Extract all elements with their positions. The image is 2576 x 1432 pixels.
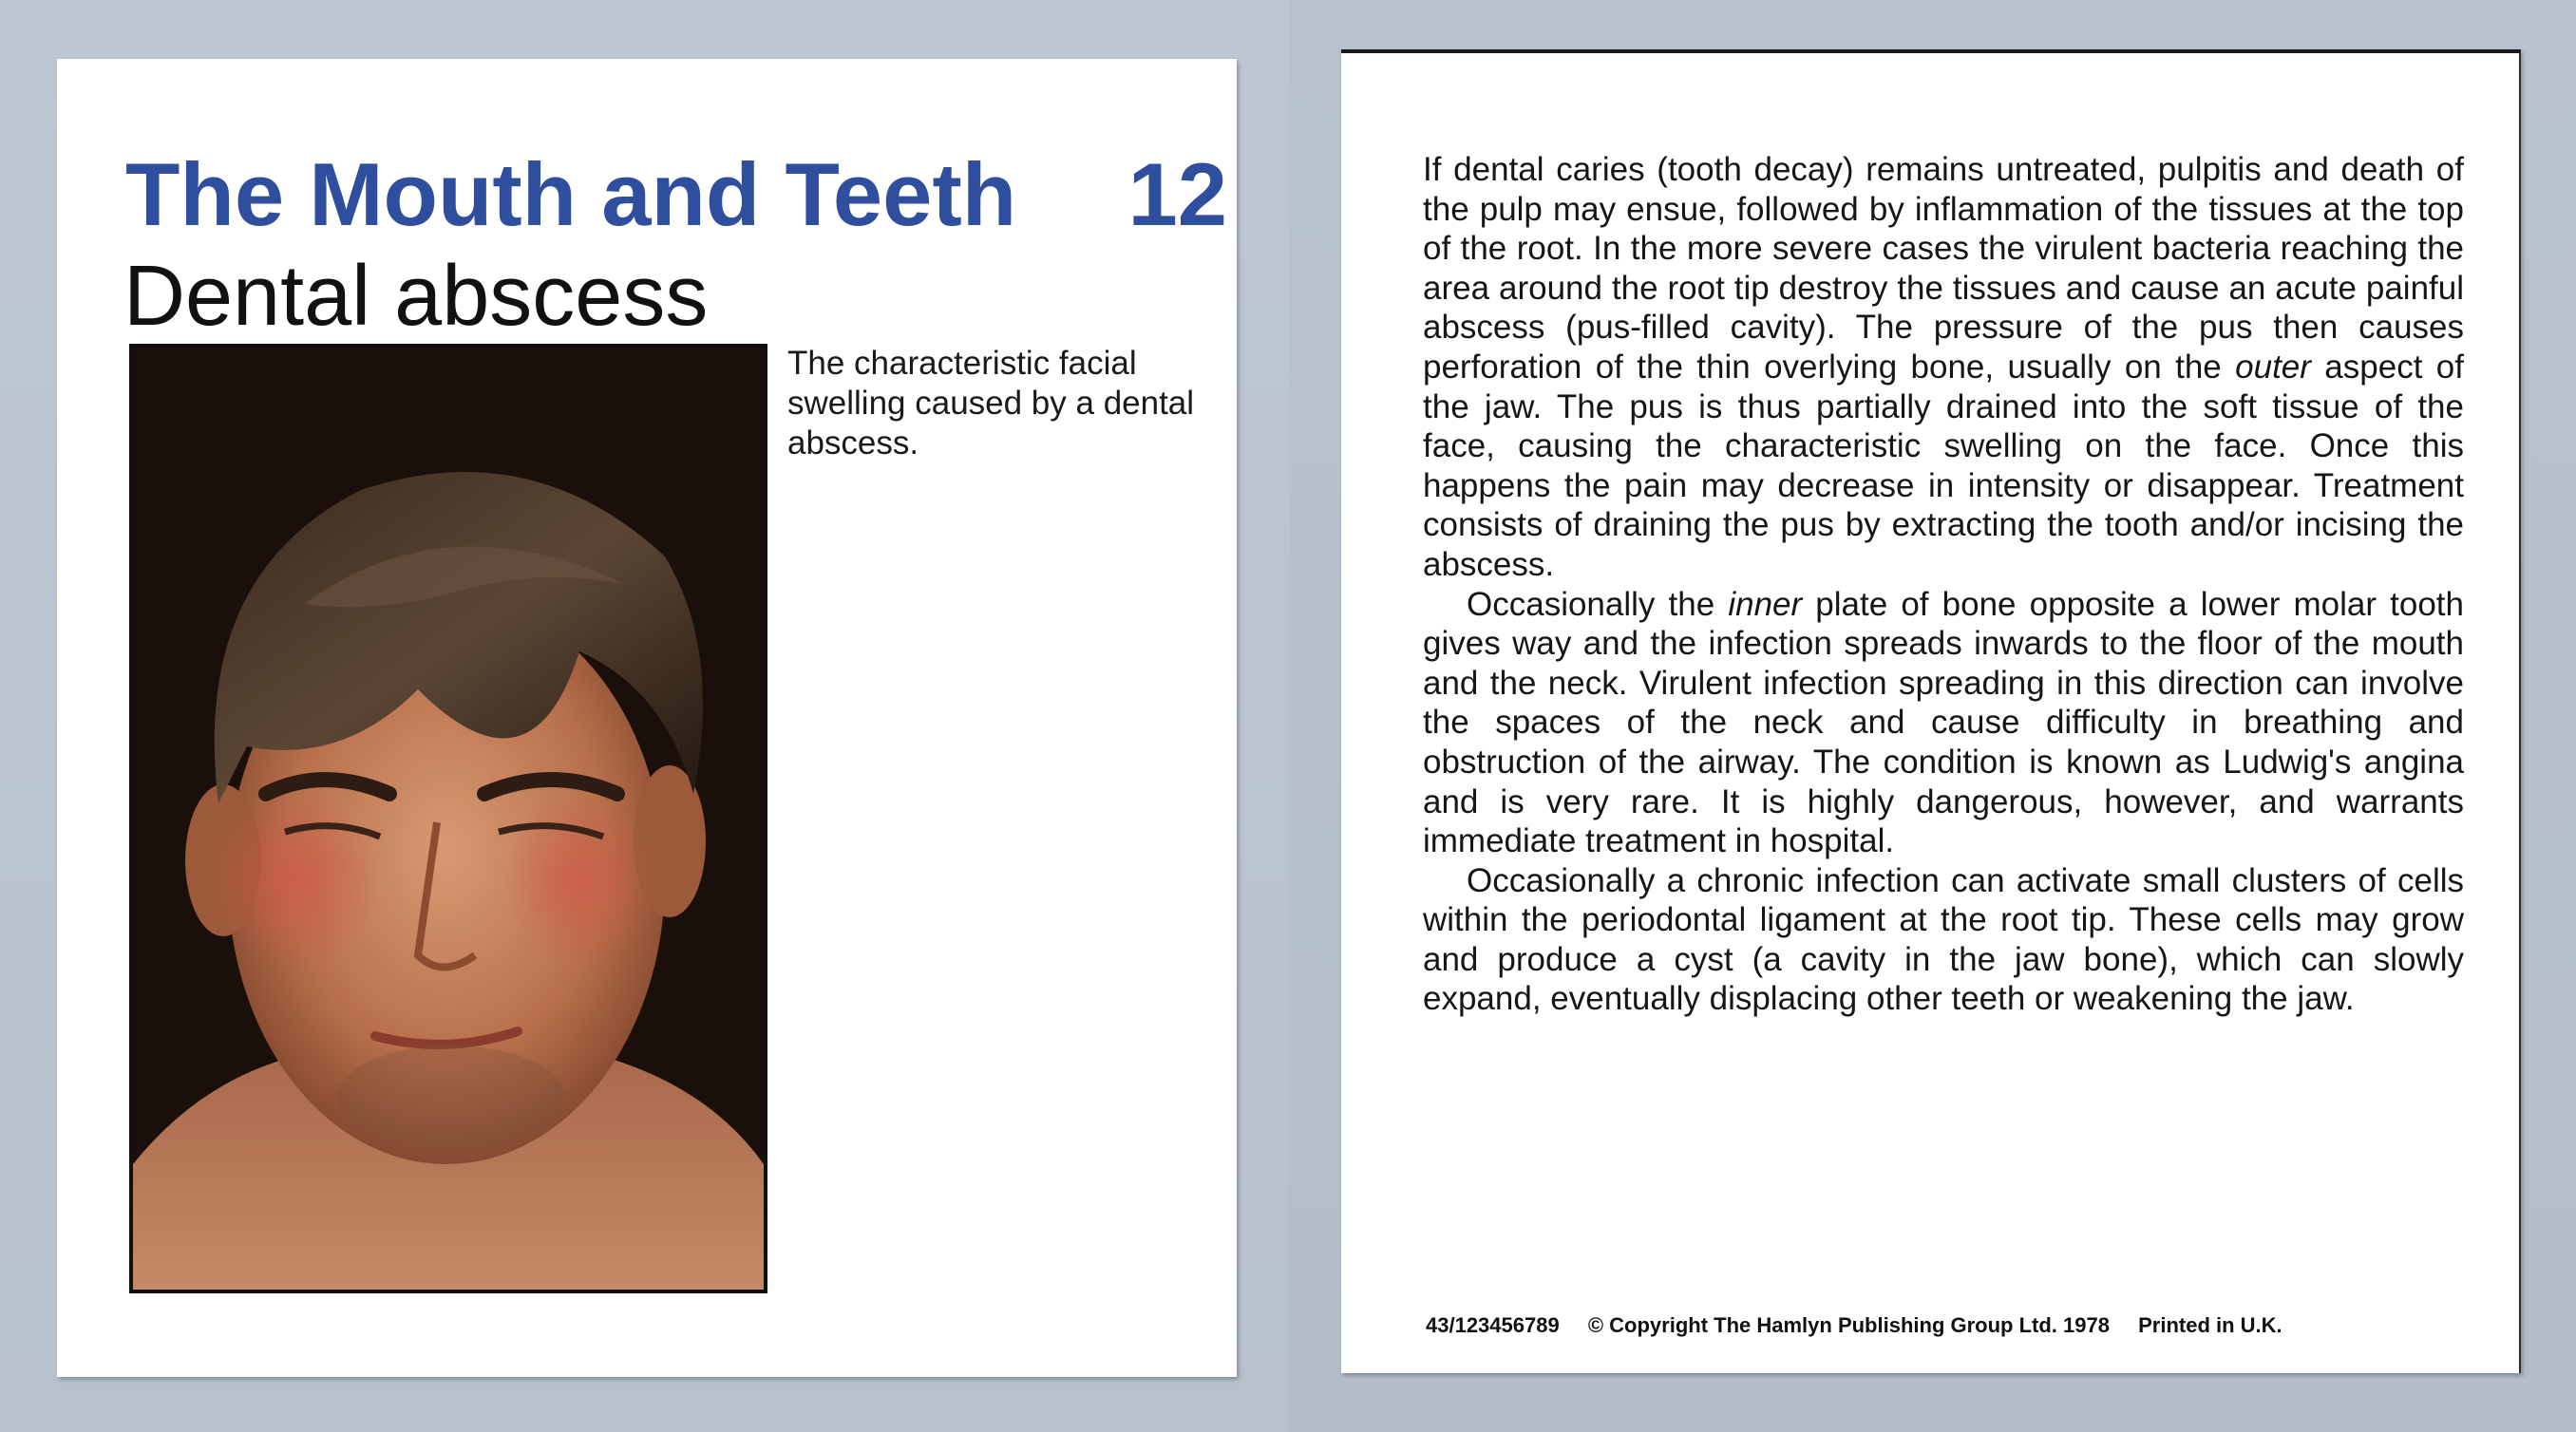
- card-subtitle: Dental abscess: [123, 249, 709, 344]
- patient-photo: [129, 344, 767, 1293]
- photo-caption: The characteristic facial swelling caused by a dental abscess.: [787, 345, 1195, 462]
- paragraph-1: If dental caries (tooth decay) remains untreated, pulpitis and death of the pulp may ensue, followed by inflammation of the tissues at the top of the root. In the more severe cases the virulent bacteria reaching the area around the root tip destroy the tissues and cause an acute painful abscess (pus-filled cavity). The pressure of the pus then causes perforation of the thin overlying bone, usually on the outer aspect of the jaw. The pus is thus partially drained into the soft tissue of the face, causing the characteristic swelling on the face. Once this happens the pain may decrease in intensity or disappear. Treatment consists of draining the pus by extracting the tooth and/or incising the abscess.: [1423, 151, 2464, 583]
- card-back: [1341, 49, 2521, 1373]
- card-number: 12: [1127, 144, 1227, 244]
- footer-code: 43/123456789: [1426, 1313, 1560, 1337]
- paragraph-2: Occasionally the inner plate of bone opposite a lower molar tooth gives way and the infection spreads inwards to the floor of the mouth and the neck. Virulent infection spreading in this direction can involve the spaces of the neck and cause difficulty in breathing and obstruction of the airway. The condition is known as Ludwig's angina and is very rare. It is highly dangerous, however, and warrants immediate treatment in hospital.: [1423, 585, 2464, 860]
- card-title-line: [125, 142, 1227, 247]
- card-footer: [1426, 1311, 2471, 1340]
- footer-printed: Printed in U.K.: [2138, 1313, 2282, 1337]
- paragraph-3: Occasionally a chronic infection can activate small clusters of cells within the periodontal ligament at the root tip. These cells may grow and produce a cyst (a cavity in the jaw bone), which can slowly expand, eventually displacing other teeth or weakening the jaw.: [1423, 861, 2464, 1018]
- card-front: [57, 59, 1237, 1377]
- card-body-text: [1423, 150, 2464, 1019]
- series-title: The Mouth and Teeth: [125, 144, 1017, 244]
- footer-copyright: © Copyright The Hamlyn Publishing Group Ltd. 1978: [1587, 1313, 2110, 1337]
